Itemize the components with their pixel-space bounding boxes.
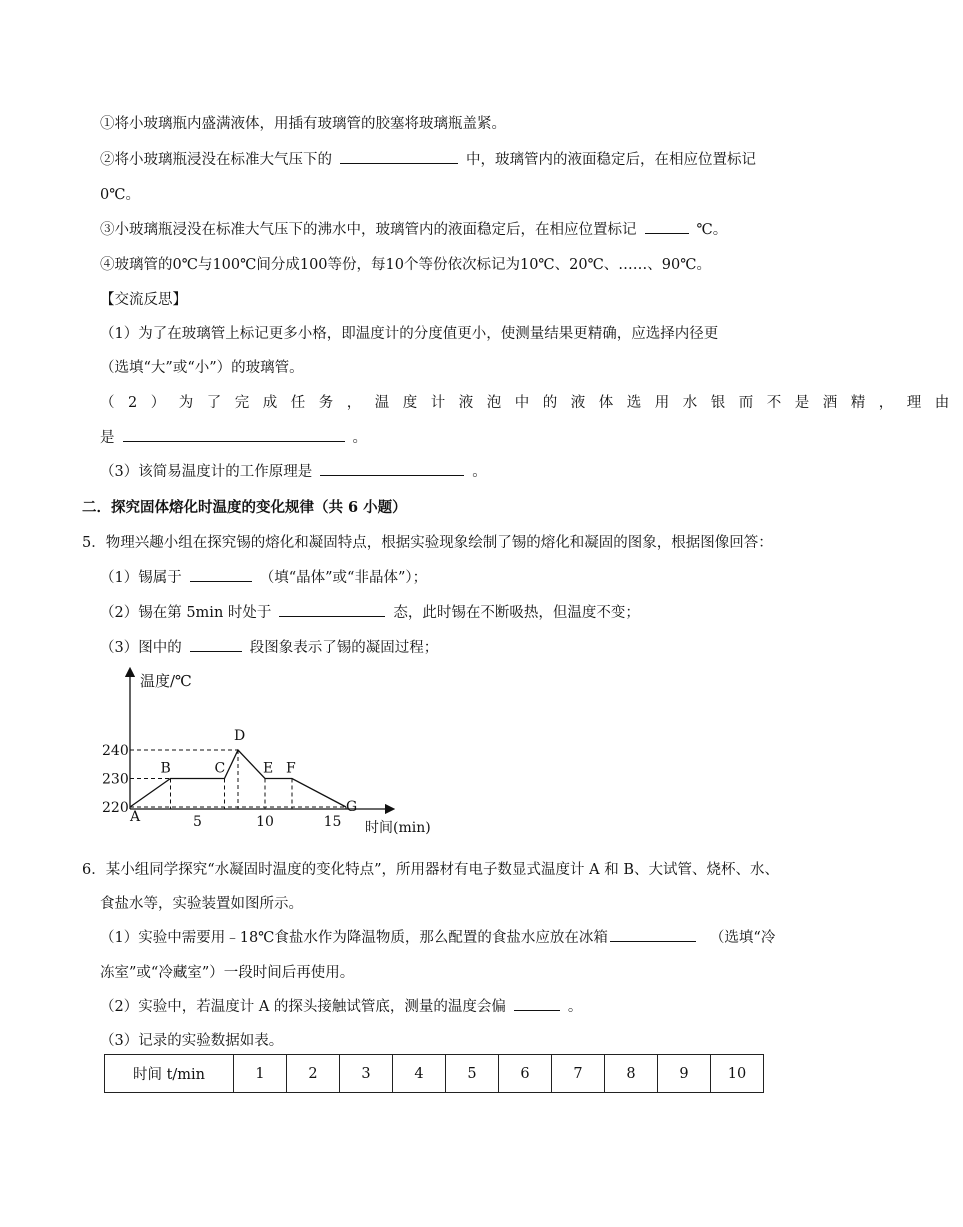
answer-blank[interactable] xyxy=(514,995,560,1011)
table-cell: 2 xyxy=(287,1055,340,1093)
point-label-E: E xyxy=(263,760,274,777)
table-cell: 4 xyxy=(393,1055,446,1093)
reflection-q3-text-b: 。 xyxy=(472,464,487,480)
answer-blank[interactable] xyxy=(340,148,458,164)
q5-part-3 xyxy=(100,636,438,657)
point-label-D: D xyxy=(234,728,246,744)
reflection-q2-text-b: 是 xyxy=(100,430,115,446)
q6-part-1-cont: 冻室”或“冷藏室”）一段时间后再使用。 xyxy=(100,965,355,981)
point-label-A: A xyxy=(130,809,141,825)
section-title: 二．探究固体熔化时温度的变化规律（共 6 小题） xyxy=(82,499,407,516)
reflection-q2: （2）为了完成任务，温度计液泡中的液体选用水银而不是酒精，理由 xyxy=(100,395,963,411)
answer-blank[interactable] xyxy=(190,636,242,652)
point-label-B: B xyxy=(160,760,171,777)
step-3-text-a: ③小玻璃瓶浸没在标准大气压下的沸水中，玻璃管内的液面稳定后，在相应位置标记 xyxy=(100,222,637,238)
table-header-cell: 时间 t/min xyxy=(105,1055,234,1093)
q6-part-1-text-b: （选填“冷 xyxy=(709,930,776,946)
table-cell: 6 xyxy=(499,1055,552,1093)
y-axis-label: 温度/℃ xyxy=(140,672,192,690)
q5-part-2-text-b: 态，此时锡在不断吸热，但温度不变； xyxy=(393,605,640,621)
answer-blank[interactable] xyxy=(279,601,385,617)
step-2-text-a: ②将小玻璃瓶浸没在标准大气压下的 xyxy=(100,152,332,168)
step-2-cont: 0℃。 xyxy=(100,187,140,203)
table-cell: 3 xyxy=(340,1055,393,1093)
answer-blank[interactable] xyxy=(190,566,252,582)
reflection-q3-text-a: （3）该简易温度计的工作原理是 xyxy=(100,464,313,480)
point-label-C: C xyxy=(214,760,226,777)
table-cell: 8 xyxy=(605,1055,658,1093)
q6-part-2-text-b: 。 xyxy=(567,999,583,1015)
reflection-q1-cont: （选填“大”或“小”）的玻璃管。 xyxy=(100,360,304,376)
y-tick-label: 230 xyxy=(102,771,129,788)
answer-blank[interactable] xyxy=(320,460,464,476)
reflection-q1: （1）为了在玻璃管上标记更多小格，即温度计的分度值更小，使测量结果更精确，应选择内径更 xyxy=(100,326,719,342)
reflection-q2-cont xyxy=(100,426,367,447)
step-3-text-b: ℃。 xyxy=(696,222,728,238)
q6-part-1 xyxy=(100,926,775,947)
reflection-q3 xyxy=(100,460,487,481)
q5-part-1-text-b: （填“晶体”或“非晶体”）； xyxy=(259,570,428,586)
answer-blank[interactable] xyxy=(123,426,345,442)
table-cell: 7 xyxy=(552,1055,605,1093)
data-table xyxy=(104,1054,764,1093)
table-cell: 10 xyxy=(711,1055,764,1093)
q6-part-2-text-a: （2）实验中，若温度计 A 的探头接触试管底，测量的温度会偏 xyxy=(100,999,506,1015)
table-row xyxy=(105,1055,764,1093)
y-tick-label: 240 xyxy=(102,743,129,759)
step-2 xyxy=(100,148,756,169)
table-cell: 5 xyxy=(446,1055,499,1093)
q5-part-1 xyxy=(100,566,427,587)
x-tick-label: 10 xyxy=(256,814,274,830)
step-2-text-b: 中，玻璃管内的液面稳定后，在相应位置标记 xyxy=(466,152,756,168)
step-3 xyxy=(100,218,727,239)
answer-blank[interactable] xyxy=(645,218,689,234)
q5-part-1-text-a: （1）锡属于 xyxy=(100,570,182,586)
q5-part-2-text-a: （2）锡在第 5min 时处于 xyxy=(100,605,272,621)
point-label-G: G xyxy=(346,799,358,815)
q6-part-1-text-a: （1）实验中需要用﹣18℃食盐水作为降温物质，那么配置的食盐水应放在冰箱 xyxy=(100,930,608,946)
q5-stem: 5．物理兴趣小组在探究锡的熔化和凝固特点，根据实验现象绘制了锡的熔化和凝固的图象，根据图像回答： xyxy=(82,535,773,551)
q6-stem-cont: 食盐水等，实验装置如图所示。 xyxy=(100,896,303,912)
answer-blank[interactable] xyxy=(610,926,696,942)
temperature-time-chart xyxy=(100,664,445,844)
q5-part-2 xyxy=(100,601,640,622)
x-tick-label: 5 xyxy=(193,814,202,830)
table-cell: 1 xyxy=(234,1055,287,1093)
step-1: ①将小玻璃瓶内盛满液体，用插有玻璃管的胶塞将玻璃瓶盖紧。 xyxy=(100,116,506,132)
point-label-F: F xyxy=(286,760,296,777)
x-axis-label: 时间(min) xyxy=(365,820,431,836)
q5-part-3-text-b: 段图象表示了锡的凝固过程； xyxy=(249,640,439,656)
q6-stem: 6．某小组同学探究“水凝固时温度的变化特点”，所用器材有电子数显式温度计 A 和 B、大试管、烧杯、水、 xyxy=(82,862,780,878)
step-4: ④玻璃管的0℃与100℃间分成100等份，每10个等份依次标记为10℃、20℃、……、90℃。 xyxy=(100,257,711,273)
reflection-heading: 【交流反思】 xyxy=(100,292,187,308)
y-tick-label: 220 xyxy=(102,800,129,816)
q5-part-3-text-a: （3）图中的 xyxy=(100,640,182,656)
x-tick-label: 15 xyxy=(323,814,342,830)
q6-part-3: （3）记录的实验数据如表。 xyxy=(100,1033,284,1049)
table-cell: 9 xyxy=(658,1055,711,1093)
reflection-q2-text-c: 。 xyxy=(352,430,367,446)
q6-part-2 xyxy=(100,995,582,1016)
